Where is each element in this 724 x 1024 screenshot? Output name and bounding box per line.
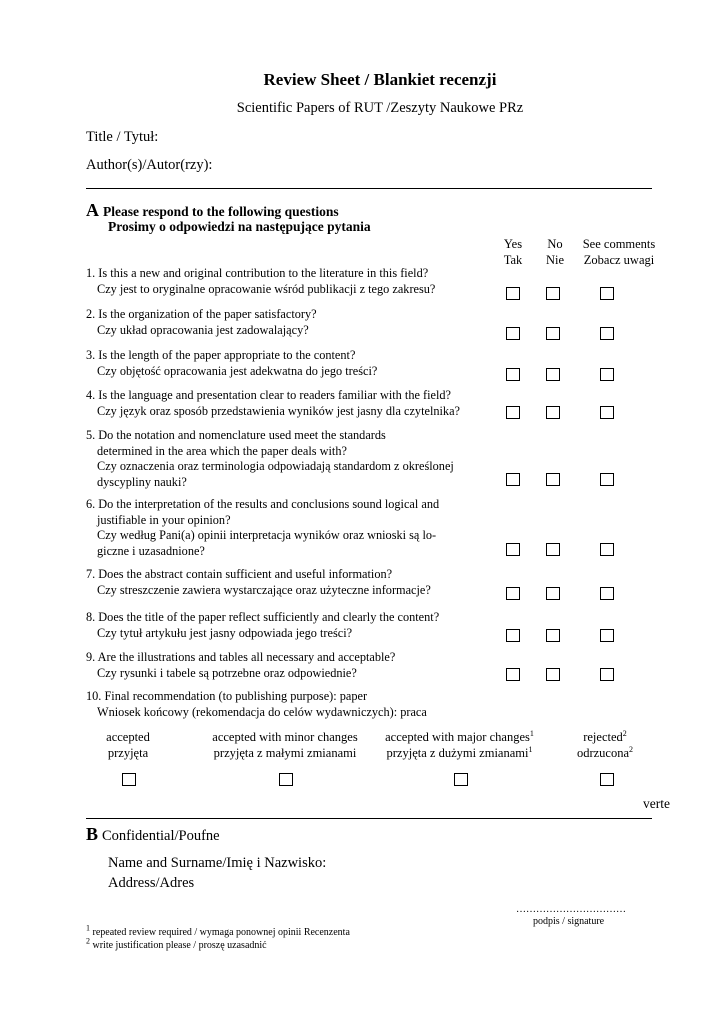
question-3 bbox=[86, 348, 377, 379]
question-line: Wniosek końcowy (rekomendacja do celów wydawniczych): praca bbox=[97, 704, 427, 719]
question-line: 8. Does the title of the paper reflect sufficiently and clearly the content? bbox=[86, 610, 440, 624]
q7-see-comments-checkbox[interactable] bbox=[600, 587, 614, 600]
column-see-comments bbox=[571, 236, 667, 268]
q7-yes-checkbox[interactable] bbox=[506, 587, 520, 600]
question-line: Czy układ opracowania jest zadowalający? bbox=[97, 322, 309, 337]
question-2 bbox=[86, 307, 317, 338]
column-see-comments-pl: Zobacz uwagi bbox=[583, 253, 655, 267]
q6-no-checkbox[interactable] bbox=[546, 543, 560, 556]
q7-no-checkbox[interactable] bbox=[546, 587, 560, 600]
q6-yes-checkbox[interactable] bbox=[506, 543, 520, 556]
question-line: Czy tytuł artykułu jest jasny odpowiada jego treści? bbox=[97, 625, 353, 640]
question-line: Czy oznaczenia oraz terminologia odpowiadają standardom z określonej bbox=[97, 459, 454, 473]
question-line: 6. Do the interpretation of the results and conclusions sound logical and bbox=[86, 497, 440, 511]
column-yes-en: Yes bbox=[503, 237, 523, 251]
name-surname-label: Name and Surname/Imię i Nazwisko: bbox=[108, 855, 327, 871]
column-no-en: No bbox=[547, 237, 563, 251]
footnote-2 bbox=[86, 936, 267, 951]
recommendation-en: accepted bbox=[106, 730, 150, 744]
recommendation-pl: przyjęta z dużymi zmianami bbox=[386, 746, 529, 760]
recommendation-major-changes bbox=[372, 729, 547, 761]
q5-yes-checkbox[interactable] bbox=[506, 473, 520, 486]
recommendation-minor-changes bbox=[190, 729, 380, 761]
column-yes bbox=[493, 236, 533, 268]
q1-see-comments-checkbox[interactable] bbox=[600, 287, 614, 300]
q4-yes-checkbox[interactable] bbox=[506, 406, 520, 419]
question-8 bbox=[86, 610, 439, 641]
section-b-heading bbox=[86, 824, 220, 845]
q8-no-checkbox[interactable] bbox=[546, 629, 560, 642]
q8-yes-checkbox[interactable] bbox=[506, 629, 520, 642]
column-see-comments-en: See comments bbox=[582, 237, 656, 251]
divider bbox=[86, 818, 652, 819]
question-line: Czy według Pani(a) opinii interpretacja wyników oraz wnioski są lo- bbox=[97, 528, 437, 542]
rejected-checkbox[interactable] bbox=[600, 773, 614, 786]
page-subtitle: Scientific Papers of RUT /Zeszyty Naukowe PRz bbox=[236, 100, 524, 116]
question-5 bbox=[86, 428, 454, 490]
section-a-letter: A bbox=[86, 200, 99, 220]
footnote-ref: 2 bbox=[629, 744, 634, 754]
q2-yes-checkbox[interactable] bbox=[506, 327, 520, 340]
footnote-text: repeated review required / wymaga ponownej opinii Recenzenta bbox=[92, 927, 350, 938]
verte-label: verte bbox=[643, 796, 670, 811]
q9-no-checkbox[interactable] bbox=[546, 668, 560, 681]
q2-no-checkbox[interactable] bbox=[546, 327, 560, 340]
recommendation-pl: odrzucona bbox=[576, 746, 630, 760]
question-4 bbox=[86, 388, 460, 419]
signature-label: podpis / signature bbox=[533, 916, 605, 927]
footnote-ref: 2 bbox=[622, 728, 627, 738]
section-b-heading-text: Confidential/Poufne bbox=[102, 828, 220, 844]
address-label: Address/Adres bbox=[108, 875, 195, 891]
column-no-pl: Nie bbox=[545, 253, 565, 267]
q2-see-comments-checkbox[interactable] bbox=[600, 327, 614, 340]
q4-no-checkbox[interactable] bbox=[546, 406, 560, 419]
recommendation-rejected bbox=[560, 729, 650, 761]
q3-yes-checkbox[interactable] bbox=[506, 368, 520, 381]
question-line: 10. Final recommendation (to publishing purpose): paper bbox=[86, 689, 368, 703]
recommendation-pl: przyjęta z małymi zmianami bbox=[213, 746, 357, 760]
column-yes-pl: Tak bbox=[503, 253, 523, 267]
section-a-heading-pl: Prosimy o odpowiedzi na następujące pytania bbox=[108, 219, 371, 234]
footnote-ref: 1 bbox=[529, 728, 534, 738]
recommendation-en: accepted with minor changes bbox=[212, 730, 358, 744]
recommendation-pl: przyjęta bbox=[107, 746, 149, 760]
q4-see-comments-checkbox[interactable] bbox=[600, 406, 614, 419]
question-7 bbox=[86, 567, 431, 598]
question-line: giczne i uzasadnione? bbox=[97, 543, 205, 558]
signature-line: …………………………… bbox=[516, 904, 626, 915]
question-line: 1. Is this a new and original contribution to the literature in this field? bbox=[86, 266, 429, 280]
footnote-number: 2 bbox=[86, 936, 90, 946]
question-line: Czy jest to oryginalne opracowanie wśród publikacji z tego zakresu? bbox=[97, 281, 436, 296]
divider bbox=[86, 188, 652, 189]
author-field-label: Author(s)/Autor(rzy): bbox=[86, 157, 213, 173]
section-a-heading-en: Please respond to the following questions bbox=[103, 204, 339, 219]
major-changes-checkbox[interactable] bbox=[454, 773, 468, 786]
section-a-heading bbox=[86, 200, 339, 221]
question-line: 4. Is the language and presentation clear to readers familiar with the field? bbox=[86, 388, 451, 402]
footnote-1 bbox=[86, 923, 350, 938]
section-b-letter: B bbox=[86, 824, 99, 844]
question-10 bbox=[86, 689, 427, 720]
question-6 bbox=[86, 497, 439, 559]
question-line: determined in the area which the paper deals with? bbox=[97, 443, 347, 458]
accepted-checkbox[interactable] bbox=[122, 773, 136, 786]
q8-see-comments-checkbox[interactable] bbox=[600, 629, 614, 642]
title-field-label: Title / Tytuł: bbox=[86, 129, 159, 145]
footnote-text: write justification please / proszę uzasadnić bbox=[92, 940, 267, 951]
question-line: 9. Are the illustrations and tables all necessary and acceptable? bbox=[86, 650, 396, 664]
q9-yes-checkbox[interactable] bbox=[506, 668, 520, 681]
recommendation-en: rejected bbox=[583, 730, 623, 744]
recommendation-en: accepted with major changes bbox=[385, 730, 530, 744]
column-no bbox=[535, 236, 575, 268]
q9-see-comments-checkbox[interactable] bbox=[600, 668, 614, 681]
question-line: 7. Does the abstract contain sufficient and useful information? bbox=[86, 567, 393, 581]
q5-see-comments-checkbox[interactable] bbox=[600, 473, 614, 486]
recommendation-accepted bbox=[78, 729, 178, 761]
minor-changes-checkbox[interactable] bbox=[279, 773, 293, 786]
question-line: Czy rysunki i tabele są potrzebne oraz odpowiednie? bbox=[97, 665, 357, 680]
q1-no-checkbox[interactable] bbox=[546, 287, 560, 300]
question-line: dyscypliny nauki? bbox=[97, 474, 187, 489]
q6-see-comments-checkbox[interactable] bbox=[600, 543, 614, 556]
question-line: 2. Is the organization of the paper satisfactory? bbox=[86, 307, 317, 321]
footnote-ref: 1 bbox=[528, 744, 533, 754]
q3-see-comments-checkbox[interactable] bbox=[600, 368, 614, 381]
footnote-number: 1 bbox=[86, 923, 90, 933]
question-9 bbox=[86, 650, 395, 681]
page-title: Review Sheet / Blankiet recenzji bbox=[263, 70, 497, 89]
q5-no-checkbox[interactable] bbox=[546, 473, 560, 486]
question-1 bbox=[86, 266, 435, 297]
question-line: Czy objętość opracowania jest adekwatna do jego treści? bbox=[97, 363, 378, 378]
q1-yes-checkbox[interactable] bbox=[506, 287, 520, 300]
question-line: Czy język oraz sposób przedstawienia wyników jest jasny dla czytelnika? bbox=[97, 403, 460, 418]
question-line: justifiable in your opinion? bbox=[97, 512, 231, 527]
question-line: 5. Do the notation and nomenclature used meet the standards bbox=[86, 428, 386, 442]
question-line: Czy streszczenie zawiera wystarczające oraz użyteczne informacje? bbox=[97, 582, 431, 597]
q3-no-checkbox[interactable] bbox=[546, 368, 560, 381]
question-line: 3. Is the length of the paper appropriate to the content? bbox=[86, 348, 356, 362]
